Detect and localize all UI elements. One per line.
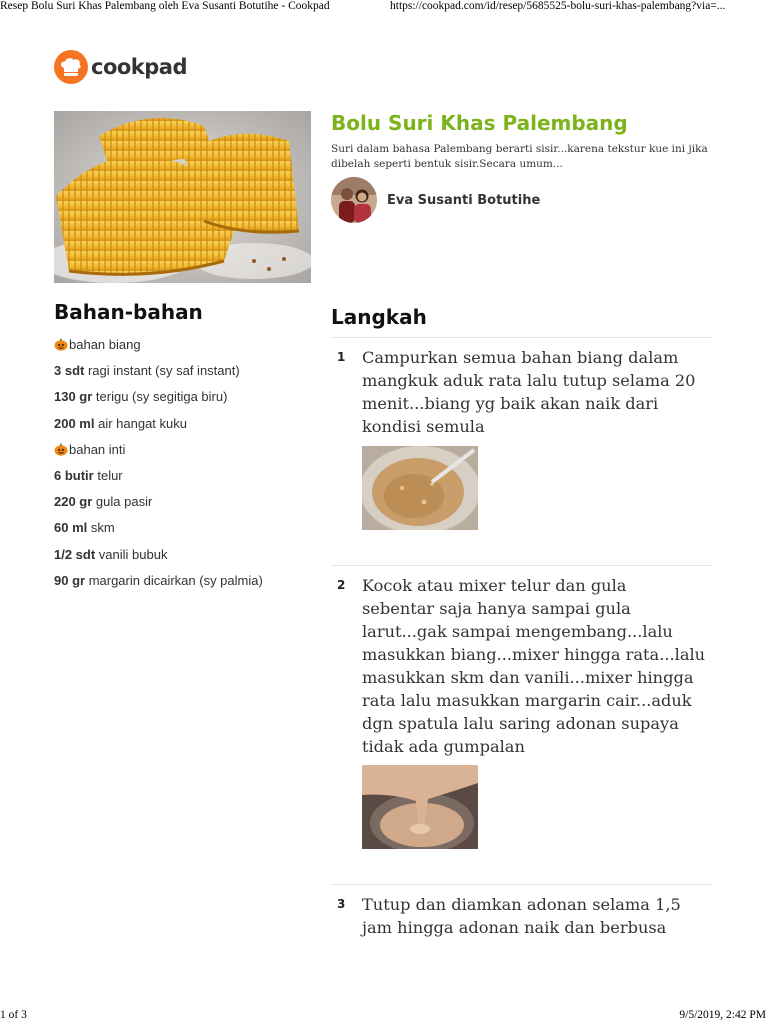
ingredient-qty: 1/2 sdt: [54, 546, 96, 562]
ingredient-item: [54, 388, 314, 414]
ingredient-item: [54, 467, 314, 493]
ingredient-item: [54, 336, 314, 362]
page-counter: 1 of 3: [0, 1009, 27, 1021]
step-number: 3: [337, 897, 346, 911]
recipe-description: [331, 142, 711, 172]
step-line: jam hingga adonan naik dan berbusa: [362, 918, 667, 937]
step-line: menit...biang yg baik akan naik dari: [362, 394, 659, 413]
step-line: sebentar saja hanya sampai gula: [362, 599, 631, 618]
ingredient-item: [54, 441, 314, 467]
step-1: [331, 346, 712, 536]
print-footer: [0, 1009, 768, 1024]
ingredient-text: terigu (sy segitiga biru): [92, 389, 228, 405]
ingredient-qty: 220 gr: [54, 494, 93, 510]
ingredient-text: margarin dicairkan (sy palmia): [85, 572, 263, 588]
step-number: 2: [337, 578, 346, 592]
step-text: [362, 346, 714, 438]
ingredient-qty: 6 butir: [54, 467, 94, 483]
ingredient-text: bahan biang: [69, 337, 141, 352]
step-line: Tutup dan diamkan adonan selama 1,5: [362, 895, 681, 914]
ingredient-qty: 90 gr: [54, 572, 86, 588]
step-text: [362, 574, 714, 758]
ingredient-item: [54, 362, 314, 388]
step-divider: [331, 884, 712, 885]
recipe-hero-photo: [54, 111, 311, 283]
ingredient-item: [54, 546, 314, 572]
step-photo[interactable]: [362, 446, 478, 530]
ingredient-item: [54, 572, 314, 598]
step-line: larut...gak sampai mengembang...lalu: [362, 622, 673, 641]
step-text: [362, 893, 714, 939]
cookpad-logo[interactable]: [54, 50, 187, 84]
ingredient-text: telur: [93, 467, 123, 483]
print-timestamp: 9/5/2019, 2:42 PM: [679, 1009, 766, 1021]
ingredients-list: [54, 336, 314, 598]
print-header-url: https://cookpad.com/id/resep/5685525-bolu-suri-khas-palembang?via=...: [390, 0, 726, 12]
ingredient-text: gula pasir: [92, 494, 153, 510]
ingredient-qty: 200 ml: [54, 415, 95, 431]
ingredient-text: skm: [87, 520, 115, 536]
ingredient-item: [54, 519, 314, 545]
step-3: [331, 893, 712, 943]
steps-heading: Langkah: [331, 305, 427, 329]
step-photo[interactable]: [362, 765, 478, 849]
cookpad-wordmark: cookpad: [91, 55, 188, 79]
print-header: [0, 0, 768, 16]
step-line: kondisi semula: [362, 417, 485, 436]
description-line: Suri dalam bahasa Palembang berarti sisir...karena tekstur kue ini jika: [331, 143, 708, 155]
description-line: dibelah seperti bentuk sisir.Secara umum...: [331, 158, 563, 170]
print-header-title: Resep Bolu Suri Khas Palembang oleh Eva Susanti Botutihe - Cookpad: [0, 0, 330, 12]
step-2: [331, 574, 712, 864]
ingredient-text: ragi instant (sy saf instant): [84, 363, 240, 379]
ingredient-item: [54, 415, 314, 441]
author-name[interactable]: Eva Susanti Botutihe: [387, 192, 541, 208]
step-number: 1: [337, 350, 346, 364]
ingredient-qty: 3 sdt: [54, 363, 85, 379]
step-line: Kocok atau mixer telur dan gula: [362, 576, 627, 595]
ingredient-text: air hangat kuku: [94, 415, 187, 431]
step-line: masukkan biang...mixer hingga rata...lalu: [362, 645, 706, 664]
step-line: mangkuk aduk rata lalu tutup selama 20: [362, 371, 696, 390]
step-line: masukkan skm dan vanili...mixer hingga: [362, 668, 694, 687]
ingredient-item: [54, 493, 314, 519]
ingredients-heading: Bahan-bahan: [54, 300, 203, 324]
recipe-title: Bolu Suri Khas Palembang: [331, 111, 628, 135]
step-divider: [331, 565, 712, 566]
step-divider: [331, 337, 712, 338]
pumpkin-icon: [54, 443, 68, 456]
step-line: dgn spatula lalu saring adonan supaya: [362, 714, 679, 733]
pumpkin-icon: [54, 338, 68, 351]
step-line: tidak ada gumpalan: [362, 737, 525, 756]
ingredient-qty: 130 gr: [54, 389, 93, 405]
step-line: rata lalu masukkan margarin cair...aduk: [362, 691, 692, 710]
ingredient-text: vanili bubuk: [95, 546, 168, 562]
author-avatar[interactable]: [331, 177, 377, 223]
step-line: Campurkan semua bahan biang dalam: [362, 348, 679, 367]
author-block[interactable]: [331, 178, 540, 222]
ingredient-qty: 60 ml: [54, 520, 88, 536]
ingredient-text: bahan inti: [69, 441, 126, 457]
chef-hat-icon: [54, 50, 88, 84]
